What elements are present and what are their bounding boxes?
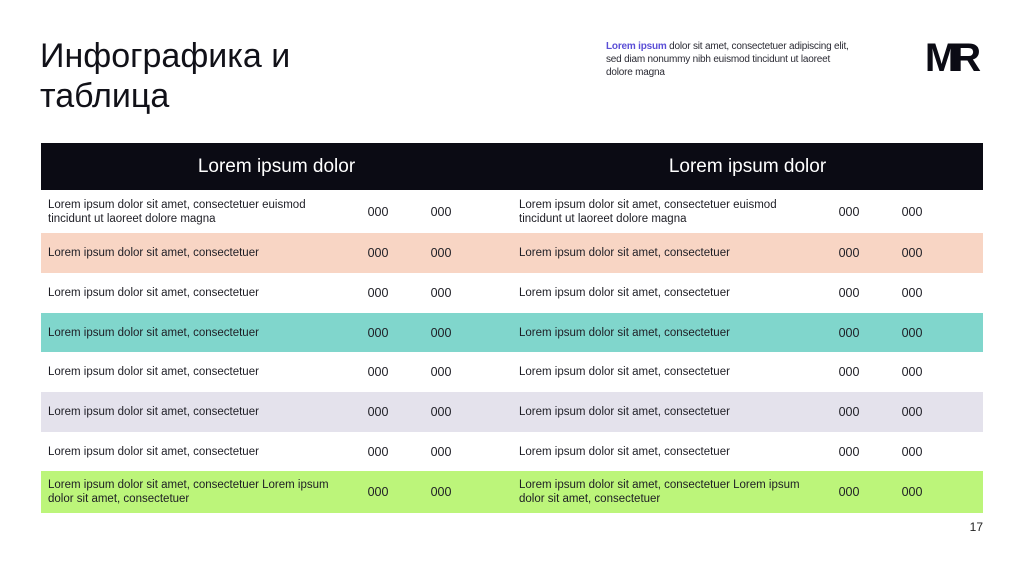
row-value-b: 000 (901, 325, 923, 340)
row-label: Lorem ipsum dolor sit amet, consectetuer euismod tincidunt ut laoreet dolore magna (48, 198, 306, 225)
row-label: Lorem ipsum dolor sit amet, consectetuer (519, 287, 730, 299)
row-left-half (41, 471, 512, 513)
row-left-half (41, 313, 512, 352)
table-row (41, 190, 983, 233)
row-right-half (512, 432, 983, 471)
row-value-b: 000 (430, 204, 452, 219)
row-value-a: 000 (367, 204, 389, 219)
row-left-half (41, 273, 512, 313)
table-row (41, 471, 983, 513)
row-value-b: 000 (901, 246, 923, 260)
row-right-half (512, 352, 983, 392)
intro-body: dolor sit amet, consectetuer adipiscing elit, sed diam nonummy nibh euismod tincidunt ut laoreet dolore magna (606, 41, 849, 78)
row-value-a: 000 (367, 246, 389, 260)
row-value-a: 000 (838, 204, 860, 219)
row-label: Lorem ipsum dolor sit amet, consectetuer (48, 287, 259, 299)
row-left-half (41, 233, 512, 273)
row-right-half (512, 471, 983, 513)
table-header (41, 143, 983, 190)
data-table (41, 143, 983, 513)
row-label: Lorem ipsum dolor sit amet, consectetuer euismod tincidunt ut laoreet dolore magna (519, 198, 777, 225)
table-body (41, 190, 983, 513)
row-right-half (512, 273, 983, 313)
row-value-b: 000 (430, 325, 452, 340)
row-label: Lorem ipsum dolor sit amet, consectetuer (519, 247, 730, 259)
row-right-half (512, 392, 983, 432)
intro-text (606, 40, 856, 79)
row-value-a: 000 (838, 246, 860, 260)
row-value-a: 000 (838, 405, 860, 419)
row-value-b: 000 (430, 246, 452, 260)
row-value-a: 000 (838, 325, 860, 340)
row-value-b: 000 (430, 444, 452, 459)
row-value-a: 000 (838, 286, 860, 300)
row-value-b: 000 (430, 286, 452, 300)
row-value-b: 000 (430, 365, 452, 379)
intro-highlight: Lorem ipsum (606, 41, 667, 52)
row-label: Lorem ipsum dolor sit amet, consectetuer Lorem ipsum dolor sit amet, consectetuer (519, 479, 800, 505)
row-label: Lorem ipsum dolor sit amet, consectetuer (48, 406, 259, 418)
svg-text:MR: MR (924, 38, 976, 76)
row-label: Lorem ipsum dolor sit amet, consectetuer (519, 366, 730, 378)
row-value-a: 000 (367, 405, 389, 419)
mr-logo-icon (916, 38, 984, 76)
row-left-half (41, 352, 512, 392)
row-label: Lorem ipsum dolor sit amet, consectetuer (48, 326, 259, 339)
table-row (41, 352, 983, 392)
table-row (41, 273, 983, 313)
row-value-a: 000 (367, 325, 389, 340)
row-label: Lorem ipsum dolor sit amet, consectetuer (48, 366, 259, 378)
row-right-half (512, 233, 983, 273)
row-value-b: 000 (901, 204, 923, 219)
row-right-half (512, 190, 983, 233)
slide-title: Инфографика и таблица (40, 37, 291, 115)
row-value-a: 000 (838, 485, 860, 499)
row-label: Lorem ipsum dolor sit amet, consectetuer (519, 445, 730, 458)
table-row (41, 233, 983, 273)
row-left-half (41, 190, 512, 233)
table-row (41, 392, 983, 432)
row-value-b: 000 (901, 444, 923, 459)
row-label: Lorem ipsum dolor sit amet, consectetuer (519, 326, 730, 339)
row-value-a: 000 (367, 365, 389, 379)
row-right-half (512, 313, 983, 352)
row-value-b: 000 (901, 365, 923, 379)
header-left: Lorem ipsum dolor (197, 155, 356, 177)
row-label: Lorem ipsum dolor sit amet, consectetuer Lorem ipsum dolor sit amet, consectetuer (48, 479, 329, 505)
row-label: Lorem ipsum dolor sit amet, consectetuer (48, 445, 259, 458)
row-left-half (41, 392, 512, 432)
row-value-b: 000 (430, 405, 452, 419)
row-value-a: 000 (838, 444, 860, 459)
page-number: 17 (969, 520, 983, 534)
row-value-a: 000 (367, 286, 389, 300)
row-value-a: 000 (367, 444, 389, 459)
row-value-a: 000 (838, 365, 860, 379)
row-value-b: 000 (901, 405, 923, 419)
row-value-a: 000 (367, 485, 389, 499)
row-value-b: 000 (901, 485, 923, 499)
table-row (41, 313, 983, 352)
row-label: Lorem ipsum dolor sit amet, consectetuer (519, 406, 730, 418)
header-right: Lorem ipsum dolor (668, 155, 827, 177)
row-value-b: 000 (430, 485, 452, 499)
row-label: Lorem ipsum dolor sit amet, consectetuer (48, 247, 259, 259)
row-value-b: 000 (901, 286, 923, 300)
row-left-half (41, 432, 512, 471)
table-row (41, 432, 983, 471)
